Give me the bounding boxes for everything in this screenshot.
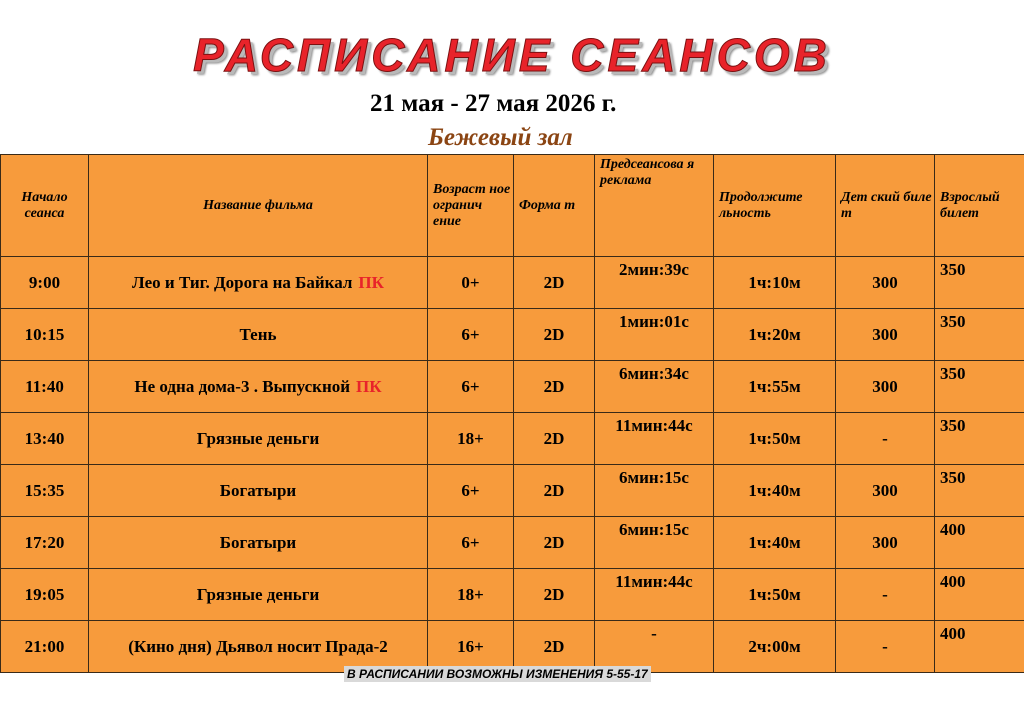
duration-cell: 1ч:55м [714, 361, 836, 413]
pre-show-ads-cell: 2мин:39с [595, 257, 714, 309]
column-header-age: Возраст ное огранич ение [428, 155, 514, 257]
child-ticket-cell: - [836, 621, 935, 673]
duration-cell: 1ч:50м [714, 413, 836, 465]
adult-ticket-cell: 400 [935, 569, 1024, 621]
column-header-adult-ticket: Взрослый билет [935, 155, 1024, 257]
film-title: (Кино дня) Дьявол носит Прада-2 [128, 636, 388, 656]
session-start-cell: 19:05 [1, 569, 89, 621]
session-start-cell: 21:00 [1, 621, 89, 673]
pre-show-ads-cell: 1мин:01с [595, 309, 714, 361]
film-title-cell [89, 465, 428, 517]
pk-badge: ПК [358, 272, 384, 292]
pre-show-ads-cell: 6мин:15с [595, 465, 714, 517]
pk-badge: ПК [356, 376, 382, 396]
format-cell: 2D [514, 465, 595, 517]
child-ticket-cell: 300 [836, 361, 935, 413]
film-title: Богатыри [219, 480, 297, 500]
column-header-film: Название фильма [89, 155, 428, 257]
film-title-cell [89, 257, 428, 309]
film-title: Не одна дома-3 . Выпускной [134, 376, 351, 396]
film-title-cell [89, 569, 428, 621]
column-header-format: Форма т [514, 155, 595, 257]
table-row [1, 309, 1024, 361]
age-rating-cell: 6+ [428, 309, 514, 361]
hall-name: Бежевый зал [428, 124, 573, 151]
schedule-table [0, 154, 1024, 673]
duration-cell: 1ч:10м [714, 257, 836, 309]
duration-cell: 2ч:00м [714, 621, 836, 673]
adult-ticket-cell: 350 [935, 361, 1024, 413]
child-ticket-cell: - [836, 569, 935, 621]
age-rating-cell: 18+ [428, 413, 514, 465]
child-ticket-cell: 300 [836, 465, 935, 517]
child-ticket-cell: 300 [836, 517, 935, 569]
film-title-cell [89, 361, 428, 413]
table-row [1, 569, 1024, 621]
table-row [1, 257, 1024, 309]
film-title: Тень [239, 324, 277, 344]
pre-show-ads-cell: 6мин:15с [595, 517, 714, 569]
pre-show-ads-cell: - [595, 621, 714, 673]
film-title: Богатыри [219, 532, 297, 552]
session-start-cell: 10:15 [1, 309, 89, 361]
adult-ticket-cell: 350 [935, 309, 1024, 361]
film-title-cell [89, 621, 428, 673]
format-cell: 2D [514, 517, 595, 569]
format-cell: 2D [514, 621, 595, 673]
age-rating-cell: 6+ [428, 465, 514, 517]
age-rating-cell: 6+ [428, 361, 514, 413]
session-start-cell: 15:35 [1, 465, 89, 517]
age-rating-cell: 16+ [428, 621, 514, 673]
pre-show-ads-cell: 11мин:44с [595, 413, 714, 465]
format-cell: 2D [514, 257, 595, 309]
duration-cell: 1ч:40м [714, 465, 836, 517]
child-ticket-cell: 300 [836, 257, 935, 309]
adult-ticket-cell: 350 [935, 465, 1024, 517]
age-rating-cell: 0+ [428, 257, 514, 309]
format-cell: 2D [514, 309, 595, 361]
pre-show-ads-cell: 6мин:34с [595, 361, 714, 413]
table-row [1, 621, 1024, 673]
duration-cell: 1ч:20м [714, 309, 836, 361]
adult-ticket-cell: 350 [935, 257, 1024, 309]
pre-show-ads-cell: 11мин:44с [595, 569, 714, 621]
footer-note: В РАСПИСАНИИ ВОЗМОЖНЫ ИЗМЕНЕНИЯ 5-55-17 [344, 666, 651, 682]
column-header-ads: Предсеансова я реклама [595, 155, 714, 257]
format-cell: 2D [514, 361, 595, 413]
table-row [1, 465, 1024, 517]
format-cell: 2D [514, 413, 595, 465]
format-cell: 2D [514, 569, 595, 621]
date-range: 21 мая - 27 мая 2026 г. [370, 90, 617, 117]
table-row [1, 361, 1024, 413]
table-row [1, 517, 1024, 569]
column-header-start: Начало сеанса [1, 155, 89, 257]
adult-ticket-cell: 400 [935, 621, 1024, 673]
session-start-cell: 13:40 [1, 413, 89, 465]
child-ticket-cell: 300 [836, 309, 935, 361]
child-ticket-cell: - [836, 413, 935, 465]
duration-cell: 1ч:40м [714, 517, 836, 569]
film-title-cell [89, 309, 428, 361]
duration-cell: 1ч:50м [714, 569, 836, 621]
adult-ticket-cell: 350 [935, 413, 1024, 465]
column-header-child-ticket: Дет ский биле т [836, 155, 935, 257]
film-title: Грязные деньги [196, 584, 320, 604]
session-start-cell: 11:40 [1, 361, 89, 413]
film-title: Грязные деньги [196, 428, 320, 448]
film-title-cell [89, 413, 428, 465]
session-start-cell: 17:20 [1, 517, 89, 569]
age-rating-cell: 18+ [428, 569, 514, 621]
adult-ticket-cell: 400 [935, 517, 1024, 569]
column-header-duration: Продолжите льность [714, 155, 836, 257]
film-title: Лео и Тиг. Дорога на Байкал [132, 272, 353, 292]
table-header-row [1, 155, 1024, 257]
page-title: РАСПИСАНИЕ СЕАНСОВ [193, 29, 831, 81]
table-row [1, 413, 1024, 465]
schedule-body [1, 257, 1024, 673]
film-title-cell [89, 517, 428, 569]
age-rating-cell: 6+ [428, 517, 514, 569]
session-start-cell: 9:00 [1, 257, 89, 309]
